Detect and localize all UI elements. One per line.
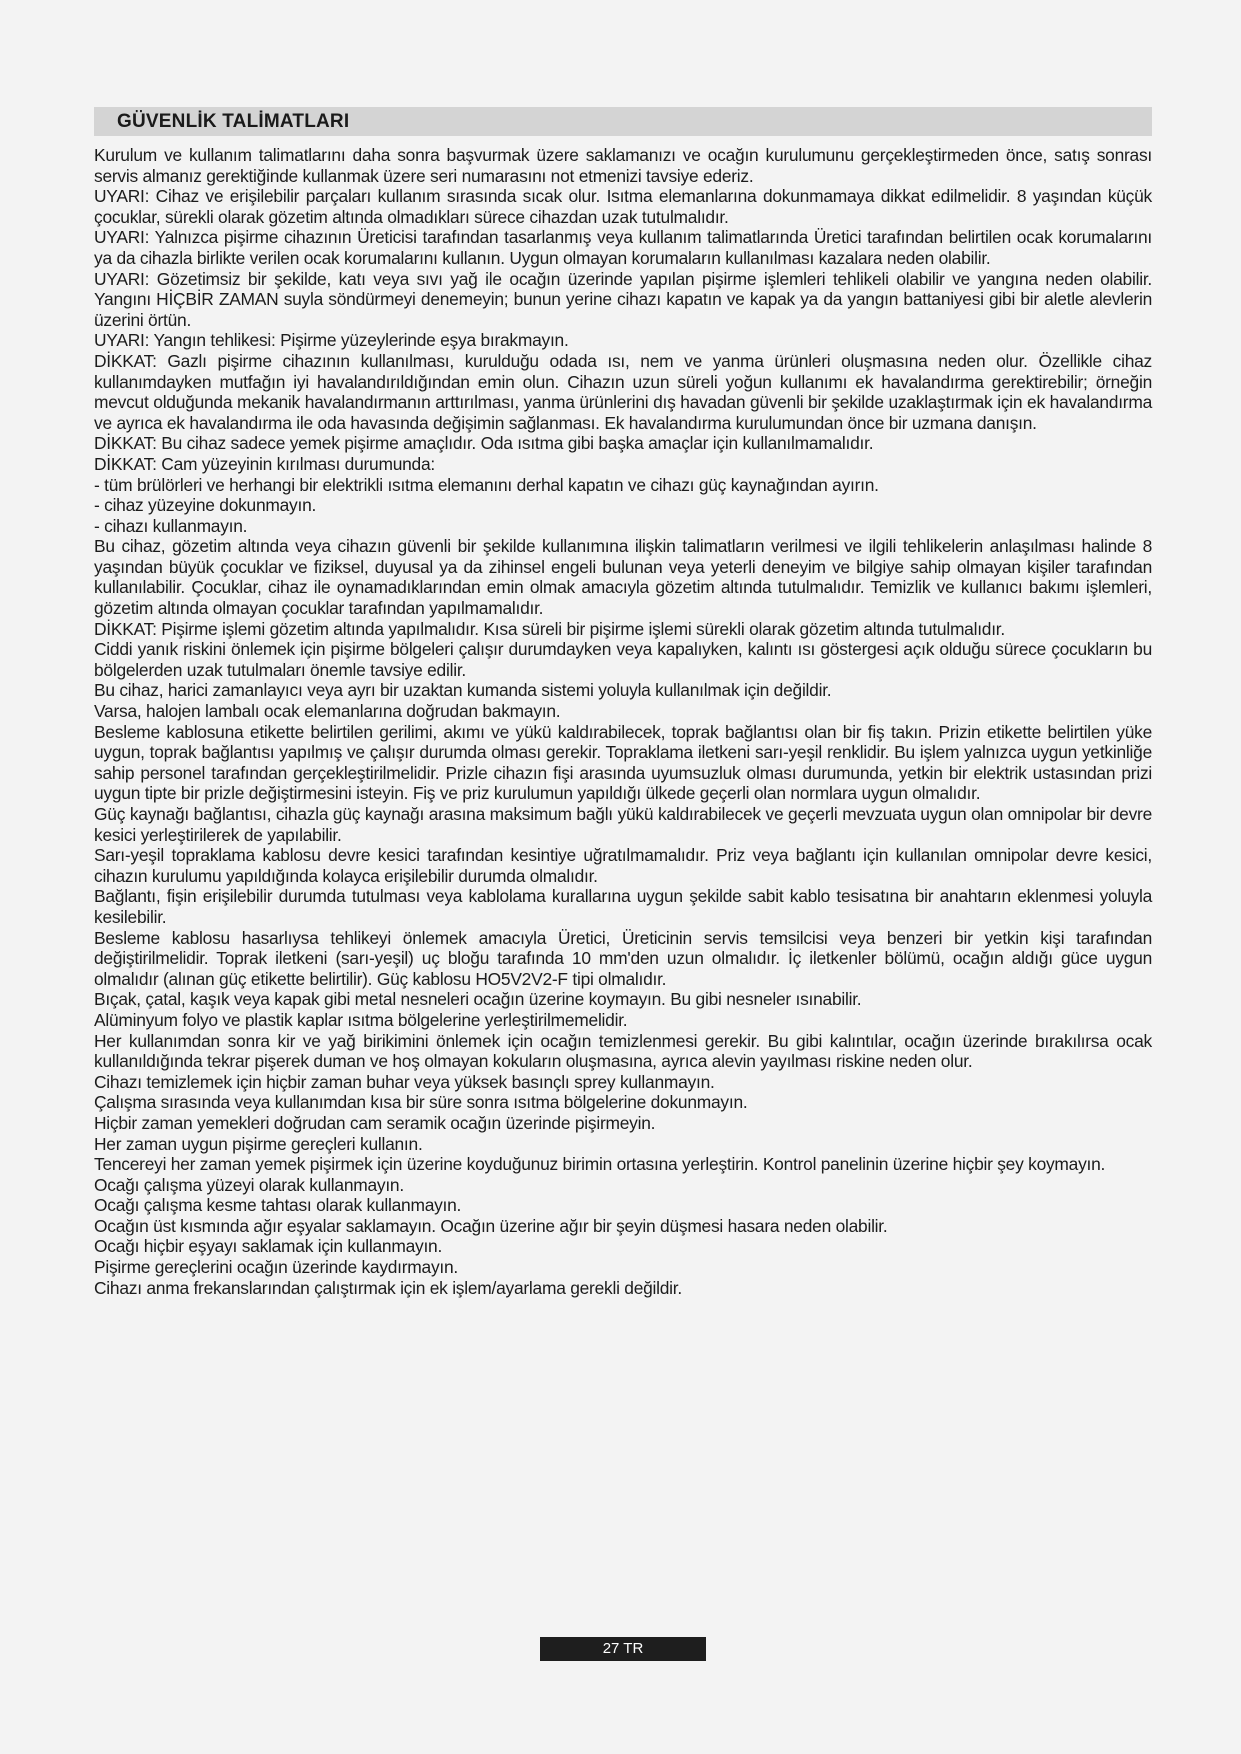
paragraph: Alüminyum folyo ve plastik kaplar ısıtma bölgelerine yerleştirilmemelidir. — [94, 1009, 628, 1030]
paragraph: Kurulum ve kullanım talimatlarını daha sonra başvurmak üzere saklamanızı ve ocağın kurulumunu gerçekleştirmeden önce, satış sonrası servis almanız gerektiğinde kullanmak üzere seri numarasını not etmenizi tavsiye ederiz. — [94, 145, 1152, 186]
paragraph: Bıçak, çatal, kaşık veya kapak gibi metal nesneleri ocağın üzerine koymayın. Bu gibi nesneler ısınabilir. — [94, 989, 862, 1010]
paragraph: Bu cihaz, harici zamanlayıcı veya ayrı bir uzaktan kumanda sistemi yoluyla kullanılmak için değildir. — [94, 680, 832, 701]
paragraph: DİKKAT: Cam yüzeyinin kırılması durumunda: — [94, 453, 435, 474]
paragraph: Çalışma sırasında veya kullanımdan kısa bir süre sonra ısıtma bölgelerine dokunmayın. — [94, 1092, 748, 1113]
list-item: - tüm brülörleri ve herhangi bir elektrikli ısıtma elemanını derhal kapatın ve cihazı güç kaynağından ayırın. — [94, 474, 879, 495]
paragraph: Her kullanımdan sonra kir ve yağ birikimini önlemek için ocağın temizlenmesi gerekir. Bu gibi kalıntılar, ocağın üzerinde bırakılırsa ocak kullanıldığında tekrar pişerek duman ve hoş olmayan kokuların oluşmasına, ayrıca alevin yayılması riskine neden olur. — [94, 1030, 1152, 1072]
paragraph: UYARI: Yangın tehlikesi: Pişirme yüzeylerinde eşya bırakmayın. — [94, 330, 569, 351]
paragraph: Varsa, halojen lambalı ocak elemanlarına doğrudan bakmayın. — [94, 701, 561, 722]
safety-instructions-body — [94, 145, 1152, 1298]
page-number-badge: 27 TR — [540, 1637, 706, 1661]
list-item: - cihaz yüzeyine dokunmayın. — [94, 495, 317, 516]
paragraph: DİKKAT: Gazlı pişirme cihazının kullanılması, kurulduğu odada ısı, nem ve yanma ürünleri oluşmasına neden olur. Özellikle cihaz kullanımdayken mutfağın iyi havalandırıldığından emin olun. Cihazın uzun süreli yoğun kullanımı ek havalandırma gerektirebilir; örneğin mevcut olduğunda mekanik havalandırmanın arttırılması, yanma ürünlerini dış havadan güvenli bir şekilde uzaklaştırmak için ek havalandırma ve ayrıca ek havalandırma ile oda havasında değişimin sağlanması. Ek havalandırma kurulumundan önce bir uzmana danışın. — [94, 350, 1152, 433]
paragraph: Ocağı hiçbir eşyayı saklamak için kullanmayın. — [94, 1236, 443, 1257]
paragraph: UYARI: Cihaz ve erişilebilir parçaları kullanım sırasında sıcak olur. Isıtma elemanlarına dokunmamaya dikkat edilmelidir. 8 yaşından küçük çocuklar, sürekli olarak gözetim altında olmadıkları sürece cihazdan uzak tutulmalıdır. — [94, 186, 1152, 227]
paragraph: Besleme kablosu hasarlıysa tehlikeyi önlemek amacıyla Üretici, Üreticinin servis temsilcisi veya benzeri bir yetkin kişi tarafından değiştirilmelidir. Toprak iletkeni (sarı-yeşil) uç bloğu tarafında 10 mm'den uzun olmalıdır. İç iletkenler bölümü, ocağın aldığı güce uygun olmalıdır (alınan güç etikette belirtilir). Güç kablosu HO5V2V2-F tipi olmalıdır. — [94, 927, 1152, 989]
paragraph: Pişirme gereçlerini ocağın üzerinde kaydırmayın. — [94, 1257, 458, 1278]
paragraph: Tencereyi her zaman yemek pişirmek için üzerine koyduğunuz birimin ortasına yerleştirin. Kontrol panelinin üzerine hiçbir şey koymayın. — [94, 1154, 1106, 1175]
paragraph: UYARI: Gözetimsiz bir şekilde, katı veya sıvı yağ ile ocağın üzerinde yapılan pişirme işlemleri tehlikeli olabilir ve yangına neden olabilir. Yangını HİÇBİR ZAMAN suyla söndürmeyi denemeyin; bunun yerine cihazı kapatın ve kapak ya da yangın battaniyesi gibi bir aletle alevlerin üzerini örtün. — [94, 268, 1152, 330]
list-item: - cihazı kullanmayın. — [94, 515, 248, 536]
paragraph: Ocağı çalışma yüzeyi olarak kullanmayın. — [94, 1174, 404, 1195]
paragraph: Hiçbir zaman yemekleri doğrudan cam seramik ocağın üzerinde pişirmeyin. — [94, 1112, 656, 1133]
paragraph: Bağlantı, fişin erişilebilir durumda tutulması veya kablolama kurallarına uygun şekilde sabit kablo tesisatına bir anahtarın eklenmesi yoluyla kesilebilir. — [94, 886, 1152, 927]
paragraph: Bu cihaz, gözetim altında veya cihazın güvenli bir şekilde kullanımına ilişkin talimatların verilmesi ve ilgili tehlikelerin anlaşılması halinde 8 yaşından büyük çocuklar ve fiziksel, duyusal ya da zihinsel engeli bulunan veya yeterli deneyim ve bilgiye sahip olmayan kişiler tarafından kullanılabilir. Çocuklar, cihaz ile oynamadıklarından emin olmak amacıyla gözetim altında tutulmalıdır. Temizlik ve kullanıcı bakımı işlemleri, gözetim altında olmayan çocuklar tarafından yapılmamalıdır. — [94, 536, 1152, 619]
paragraph: DİKKAT: Bu cihaz sadece yemek pişirme amaçlıdır. Oda ısıtma gibi başka amaçlar için kullanılmamalıdır. — [94, 433, 874, 454]
paragraph: Ciddi yanık riskini önlemek için pişirme bölgeleri çalışır durumdayken veya kapalıyken, kalıntı ısı göstergesi açık olduğu sürece çocukların bu bölgelerden uzak tutulmaları önemle tavsiye edilir. — [94, 639, 1152, 680]
paragraph: DİKKAT: Pişirme işlemi gözetim altında yapılmalıdır. Kısa süreli bir pişirme işlemi sürekli olarak gözetim altında tutulmalıdır. — [94, 618, 1005, 639]
section-title: GÜVENLİK TALİMATLARI — [117, 111, 350, 132]
paragraph: Güç kaynağı bağlantısı, cihazla güç kaynağı arasına maksimum bağlı yükü kaldırabilecek ve geçerli mevzuata uygun olan omnipolar bir devre kesici yerleştirilerek de yapılabilir. — [94, 804, 1152, 845]
paragraph: Ocağı çalışma kesme tahtası olarak kullanmayın. — [94, 1195, 462, 1216]
paragraph: Ocağın üst kısmında ağır eşyalar saklamayın. Ocağın üzerine ağır bir şeyin düşmesi hasara neden olabilir. — [94, 1215, 888, 1236]
paragraph: Sarı-yeşil topraklama kablosu devre kesici tarafından kesintiye uğratılmamalıdır. Priz veya bağlantı için kullanılan omnipolar devre kesici, cihazın kurulumu yapıldığında kolayca erişilebilir durumda olmalıdır. — [94, 845, 1152, 886]
paragraph: UYARI: Yalnızca pişirme cihazının Üreticisi tarafından tasarlanmış veya kullanım talimatlarında Üretici tarafından belirtilen ocak korumalarını ya da cihazla birlikte verilen ocak korumalarını kullanın. Uygun olmayan korumaların kullanılması kazalara neden olabilir. — [94, 227, 1152, 268]
paragraph: Cihazı anma frekanslarından çalıştırmak için ek işlem/ayarlama gerekli değildir. — [94, 1277, 682, 1298]
paragraph: Cihazı temizlemek için hiçbir zaman buhar veya yüksek basınçlı sprey kullanmayın. — [94, 1071, 715, 1092]
paragraph: Her zaman uygun pişirme gereçleri kullanın. — [94, 1133, 423, 1154]
paragraph: Besleme kablosuna etikette belirtilen gerilimi, akımı ve yükü kaldırabilecek, toprak bağlantısı olan bir fiş takın. Prizin etikette belirtilen yüke uygun, toprak bağlantısı yapılmış ve çalışır durumda olması gerekir. Topraklama iletkeni sarı-yeşil renklidir. Bu işlem yalnızca uygun yetkinliğe sahip personel tarafından gerçekleştirilmelidir. Prizle cihazın fişi arasında uyumsuzluk olması durumunda, yetkin bir elektrik ustasından prizi uygun tipte bir prizle değiştirmesini isteyin. Fiş ve priz kurulumun yapıldığı ülkede geçerli olan normlara uygun olmalıdır. — [94, 721, 1152, 804]
